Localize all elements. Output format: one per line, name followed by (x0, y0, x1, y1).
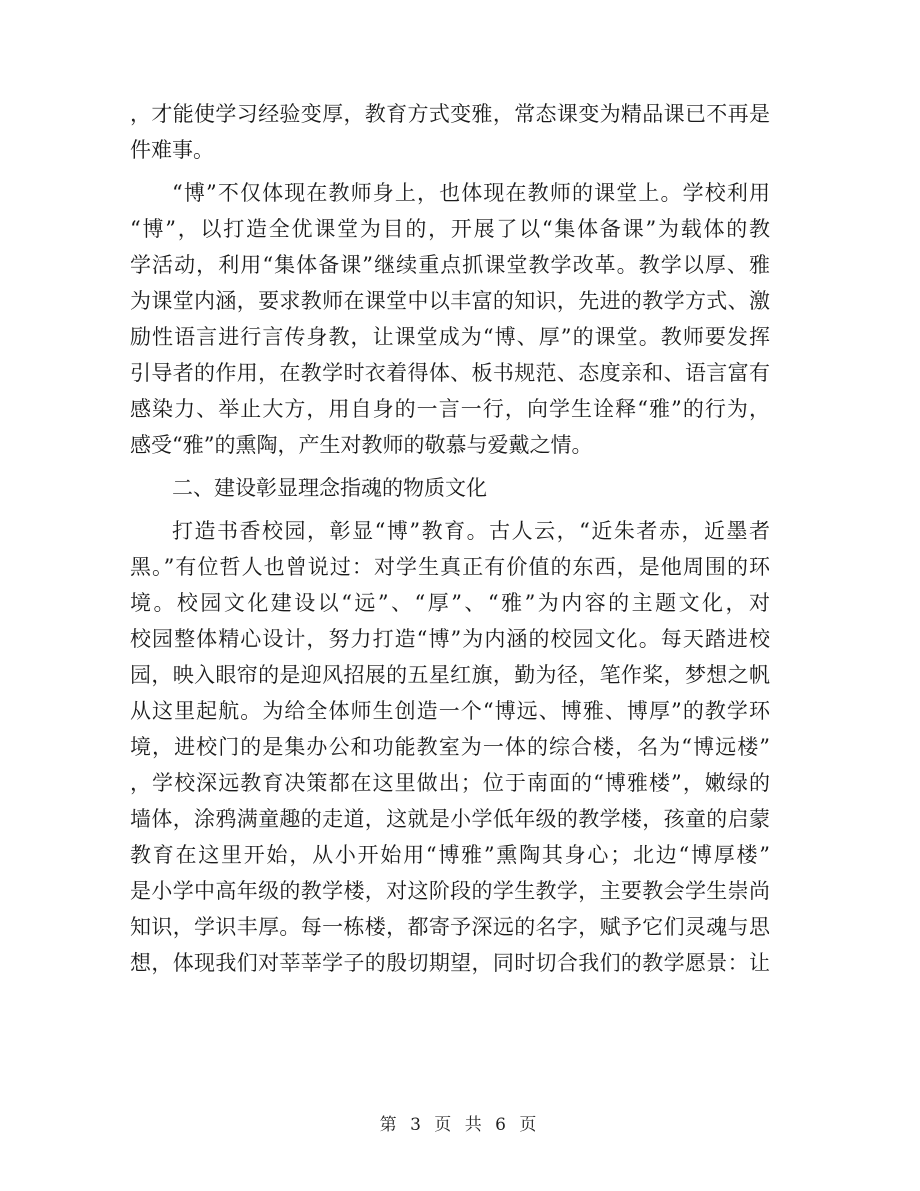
text-line: 是小学中高年级的教学楼，对这阶段的学生教学，主要教会学生崇尚 (130, 879, 770, 903)
text-line: 励性语言进行言传身教，让课堂成为“博、厚”的课堂。教师要发挥 (130, 325, 770, 349)
page-footer: 第 3 页 共 6 页 (379, 1115, 541, 1135)
document-body (130, 96, 770, 981)
text-line: 感受“雅”的熏陶，产生对教师的敬慕与爱戴之情。 (130, 433, 593, 457)
text-line: “博”不仅体现在教师身上，也体现在教师的课堂上。学校利用 (172, 181, 770, 205)
text-line: 校园整体精心设计，努力打造“博”为内涵的校园文化。每天踏进校 (130, 627, 770, 651)
text-line: ，才能使学习经验变厚，教育方式变雅，常态课变为精品课已不再是 (130, 102, 770, 126)
text-line: 从这里起航。为给全体师生创造一个“博远、博雅、博厚”的教学环 (130, 699, 770, 723)
text-line: 为课堂内涵，要求教师在课堂中以丰富的知识，先进的教学方式、激 (130, 289, 770, 313)
text-line: 二、建设彰显理念指魂的物质文化 (172, 476, 487, 500)
text-line: 想，体现我们对莘莘学子的殷切期望，同时切合我们的教学愿景：让 (130, 951, 770, 975)
text-line: 教育在这里开始，从小开始用“博雅”熏陶其身心；北边“博厚楼” (130, 843, 770, 867)
paragraph-gap (130, 506, 770, 513)
text-line: 感染力、举止大方，用自身的一言一行，向学生诠释“雅”的行为， (130, 397, 770, 421)
paragraph-gap (130, 463, 770, 470)
text-line: 墙体，涂鸦满童趣的走道，这就是小学低年级的教学楼，孩童的启蒙 (130, 807, 770, 831)
text-line: 引导者的作用，在教学时衣着得体、板书规范、态度亲和、语言富有 (130, 361, 770, 385)
text-line: 件难事。 (130, 138, 214, 162)
text-line: 知识，学识丰厚。每一栋楼，都寄予深远的名字，赋予它们灵魂与思 (130, 915, 770, 939)
text-line: 境，进校门的是集办公和功能教室为一体的综合楼，名为“博远楼” (130, 735, 770, 759)
text-line: 打造书香校园，彰显“博”教育。古人云，“近朱者赤，近墨者 (172, 519, 770, 543)
text-line: “博”，以打造全优课堂为目的，开展了以“集体备课”为载体的教 (130, 217, 770, 241)
text-line: 境。校园文化建设以“远”、“厚”、“雅”为内容的主题文化，对 (130, 591, 770, 615)
text-line: 园，映入眼帘的是迎风招展的五星红旗，勤为径，笔作桨，梦想之帆 (130, 663, 770, 687)
text-line: 黑。”有位哲人也曾说过：对学生真正有价值的东西，是他周围的环 (130, 555, 770, 579)
text-line: ，学校深远教育决策都在这里做出；位于南面的“博雅楼”，嫩绿的 (130, 771, 770, 795)
paragraph-gap (130, 168, 770, 175)
text-line: 学活动，利用“集体备课”继续重点抓课堂教学改革。教学以厚、雅 (130, 253, 770, 277)
